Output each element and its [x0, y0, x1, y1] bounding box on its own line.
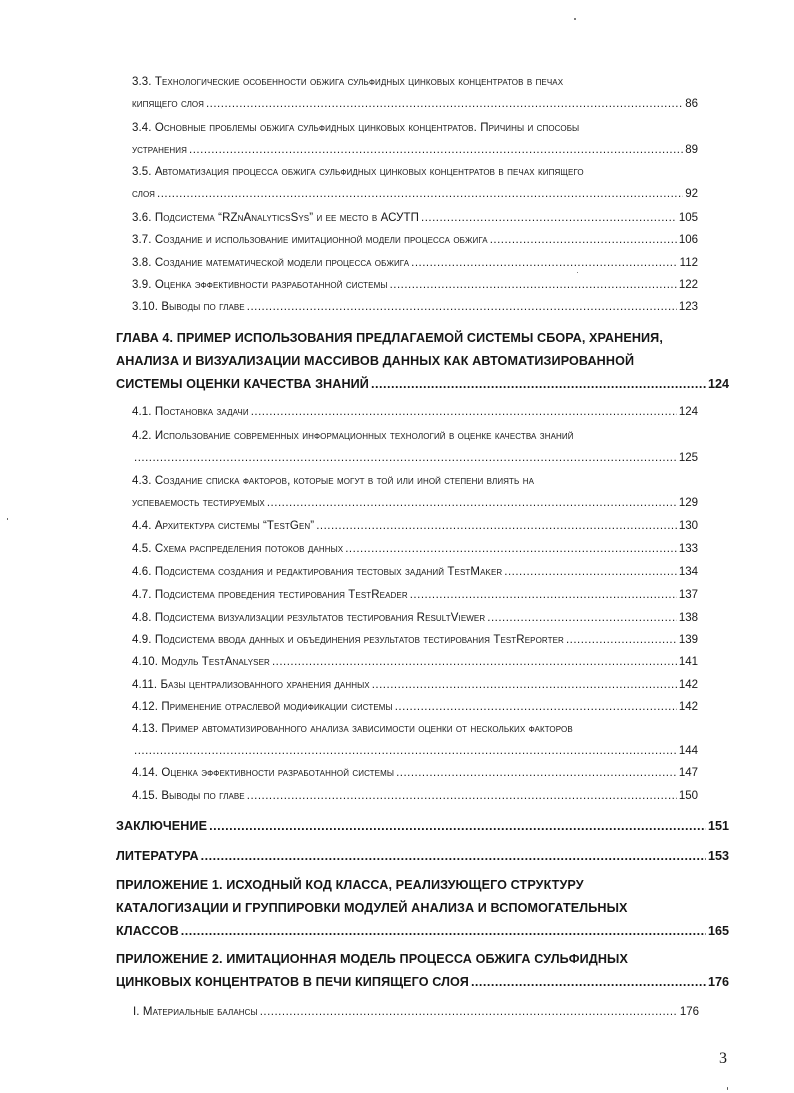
toc-entry-line: 4.9. Подсистема ввода данных и объединения результатов тестирования TestReporter ..... 139 [0, 629, 698, 651]
toc-entry-line: 4.2. Использование современных информационных технологий в оценке качества знаний [132, 430, 574, 442]
page-ref: 130 [678, 520, 698, 532]
leader-dots [272, 651, 677, 673]
page-ref: 176 [679, 1006, 699, 1018]
toc-appendix-1[interactable] [0, 874, 794, 943]
page-ref: 142 [678, 679, 698, 691]
leader-dots [251, 401, 677, 423]
leader-dots [504, 561, 677, 583]
toc-entry-line: 3.7. Создание и использование имитационной модели процесса обжига ..... 106 [0, 229, 698, 251]
toc-entry-3-4[interactable] [0, 117, 794, 161]
toc-entry-line: успеваемость тестируемых ..... 129 [0, 492, 698, 514]
page-ref: 165 [707, 924, 729, 938]
toc-entry-line: 3.10. Выводы по главе ..... 123 [0, 296, 698, 318]
page-ref: 129 [678, 497, 698, 509]
toc-entry-4-9[interactable] [0, 629, 794, 651]
toc-entry-4-12[interactable] [0, 696, 794, 718]
toc-entry-line: 4.11. Базы централизованного хранения данных ..... 142 [0, 674, 698, 696]
scan-speck [577, 272, 578, 273]
page-number: 3 [719, 1050, 727, 1067]
leader-dots [390, 274, 677, 296]
leader-dots [181, 920, 706, 943]
page-ref: 153 [707, 849, 729, 863]
page-ref: 138 [678, 612, 698, 624]
toc-entry-line: 4.8. Подсистема визуализации результатов тестирования ResultViewer ..... 138 [0, 607, 698, 629]
toc-entry-line: 3.8. Создание математической модели процесса обжига ..... 112 [0, 252, 698, 274]
toc-entry-line: 3.9. Оценка эффективности разработанной системы ..... 122 [0, 274, 698, 296]
toc-entry-4-15[interactable] [0, 785, 794, 807]
toc-entry-4-2[interactable] [0, 425, 794, 469]
toc-entry-line: ГЛАВА 4. ПРИМЕР ИСПОЛЬЗОВАНИЯ ПРЕДЛАГАЕМОЙ СИСТЕМЫ СБОРА, ХРАНЕНИЯ, [116, 331, 663, 345]
toc-entry-4-3[interactable] [0, 470, 794, 514]
toc-literature[interactable] [0, 845, 794, 868]
leader-dots [396, 762, 677, 784]
page-ref: 147 [678, 767, 698, 779]
page-ref: 112 [679, 257, 698, 269]
leader-dots [566, 629, 677, 651]
toc-entry-line: КАТАЛОГИЗАЦИИ И ГРУППИРОВКИ МОДУЛЕЙ АНАЛИЗА И ВСПОМОГАТЕЛЬНЫХ [116, 901, 628, 915]
toc-entry-line: 4.5. Схема распределения потоков данных ..... 133 [0, 538, 698, 560]
toc-entry-line: I. Материальные балансы ..... 176 [0, 1001, 699, 1023]
toc-appendix-2-sub-1[interactable] [0, 1001, 794, 1023]
toc-entry-line: КЛАССОВ ..... 165 [0, 920, 729, 943]
leader-dots [471, 971, 706, 994]
toc-entry-line: 4.6. Подсистема создания и редактирования тестовых заданий TestMaker ..... 134 [0, 561, 698, 583]
page-ref: 133 [678, 543, 698, 555]
toc-entry-3-6[interactable] [0, 207, 794, 229]
page-ref: 176 [707, 975, 729, 989]
toc-entry-line: ЗАКЛЮЧЕНИЕ ..... 151 [0, 815, 729, 838]
toc-entry-line [0, 447, 698, 469]
toc-entry-4-6[interactable] [0, 561, 794, 583]
page-ref: 124 [678, 406, 698, 418]
page-ref: 139 [678, 634, 698, 646]
toc-entry-4-10[interactable] [0, 651, 794, 673]
page-ref: 151 [707, 819, 729, 833]
toc-entry-line: слоя ..... 92 [0, 183, 698, 205]
page-ref: 122 [678, 279, 698, 291]
toc-entry-line: устранения ..... 89 [0, 139, 698, 161]
toc-entry-line: кипящего слоя ..... 86 [0, 93, 698, 115]
leader-dots [345, 538, 677, 560]
toc-entry-line: 4.3. Создание списка факторов, которые могут в той или иной степени влиять на [132, 475, 535, 487]
toc-entry-line: 4.1. Постановка задачи ..... 124 [0, 401, 698, 423]
toc-appendix-2[interactable] [0, 948, 794, 994]
leader-dots [157, 183, 683, 205]
toc-entry-line [0, 740, 698, 762]
page-ref: 124 [707, 377, 729, 391]
scan-speck [727, 1087, 728, 1090]
leader-dots [395, 696, 677, 718]
page-ref: 86 [685, 98, 698, 110]
leader-dots [372, 674, 677, 696]
leader-dots [206, 93, 683, 115]
page-ref: 142 [678, 701, 698, 713]
page-ref: 141 [678, 656, 698, 668]
toc-entry-line: 3.3. Технологические особенности обжига сульфидных цинковых концентратов в печах [132, 76, 564, 88]
toc-entry-line: СИСТЕМЫ ОЦЕНКИ КАЧЕСТВА ЗНАНИЙ ..... 124 [0, 373, 729, 396]
toc-entry-line: ЦИНКОВЫХ КОНЦЕНТРАТОВ В ПЕЧИ КИПЯЩЕГО СЛОЯ ..... 176 [0, 971, 729, 994]
toc-conclusion[interactable] [0, 815, 794, 838]
leader-dots [260, 1001, 678, 1023]
toc-entry-line: ПРИЛОЖЕНИЕ 2. ИМИТАЦИОННАЯ МОДЕЛЬ ПРОЦЕССА ОБЖИГА СУЛЬФИДНЫХ [116, 952, 628, 966]
page-ref: 144 [678, 745, 698, 757]
toc-entry-4-1[interactable] [0, 401, 794, 423]
toc-entry-line: ЛИТЕРАТУРА ..... 153 [0, 845, 729, 868]
toc-entry-3-5[interactable] [0, 161, 794, 205]
page-ref: 105 [678, 212, 698, 224]
page-ref: 92 [685, 188, 698, 200]
page-ref: 106 [678, 234, 698, 246]
toc-entry-line: 4.12. Применение отраслевой модификации системы ..... 142 [0, 696, 698, 718]
page-ref: 125 [678, 452, 698, 464]
leader-dots [209, 815, 706, 838]
leader-dots [134, 740, 677, 762]
toc-entry-3-3[interactable] [0, 71, 794, 115]
toc-entry-4-8[interactable] [0, 607, 794, 629]
toc-entry-line: АНАЛИЗА И ВИЗУАЛИЗАЦИИ МАССИВОВ ДАННЫХ КАК АВТОМАТИЗИРОВАННОЙ [116, 354, 635, 368]
page-ref: 123 [678, 301, 698, 313]
leader-dots [189, 139, 683, 161]
leader-dots [410, 584, 677, 606]
leader-dots [134, 447, 677, 469]
toc-entry-line: 4.10. Модуль TestAnalyser ..... 141 [0, 651, 698, 673]
leader-dots [411, 252, 678, 274]
page-ref: 150 [678, 790, 698, 802]
leader-dots [247, 785, 677, 807]
leader-dots [247, 296, 677, 318]
toc-entry-4-14[interactable] [0, 762, 794, 784]
toc-entry-4-5[interactable] [0, 538, 794, 560]
scan-speck [7, 518, 8, 520]
toc-entry-3-10[interactable] [0, 296, 794, 318]
leader-dots [267, 492, 677, 514]
toc-entry-line: 3.6. Подсистема “RZnAnalyticsSys” и ее место в АСУТП ..... 105 [0, 207, 698, 229]
page-ref: 89 [685, 144, 698, 156]
toc-entry-3-8[interactable] [0, 252, 794, 274]
toc-entry-4-4[interactable] [0, 515, 794, 537]
page-ref: 134 [678, 566, 698, 578]
toc-chapter-4[interactable] [0, 327, 794, 396]
toc-entry-4-7[interactable] [0, 584, 794, 606]
leader-dots [201, 845, 706, 868]
toc-entry-line: 4.14. Оценка эффективности разработанной системы ..... 147 [0, 762, 698, 784]
toc-entry-line: 3.5. Автоматизация процесса обжига сульфидных цинковых концентратов в печах кипящего [132, 166, 584, 178]
page-ref: 137 [678, 589, 698, 601]
leader-dots [316, 515, 677, 537]
toc-entry-line: 4.13. Пример автоматизированного анализа зависимости оценки от нескольких факторов [132, 723, 573, 735]
toc-entry-3-9[interactable] [0, 274, 794, 296]
toc-entry-line: 4.15. Выводы по главе ..... 150 [0, 785, 698, 807]
toc-entry-line: 4.7. Подсистема проведения тестирования TestReader ..... 137 [0, 584, 698, 606]
leader-dots [371, 373, 706, 396]
toc-entry-4-13[interactable] [0, 718, 794, 762]
toc-entry-line: ПРИЛОЖЕНИЕ 1. ИСХОДНЫЙ КОД КЛАССА, РЕАЛИЗУЮЩЕГО СТРУКТУРУ [116, 878, 584, 892]
toc-entry-line: 4.4. Архитектура системы “TestGen” ..... 130 [0, 515, 698, 537]
leader-dots [487, 607, 677, 629]
toc-entry-4-11[interactable] [0, 674, 794, 696]
scan-speck [574, 18, 576, 20]
toc-entry-line: 3.4. Основные проблемы обжига сульфидных цинковых концентратов. Причины и способы [132, 122, 580, 134]
leader-dots [490, 229, 677, 251]
leader-dots [421, 207, 677, 229]
toc-entry-3-7[interactable] [0, 229, 794, 251]
